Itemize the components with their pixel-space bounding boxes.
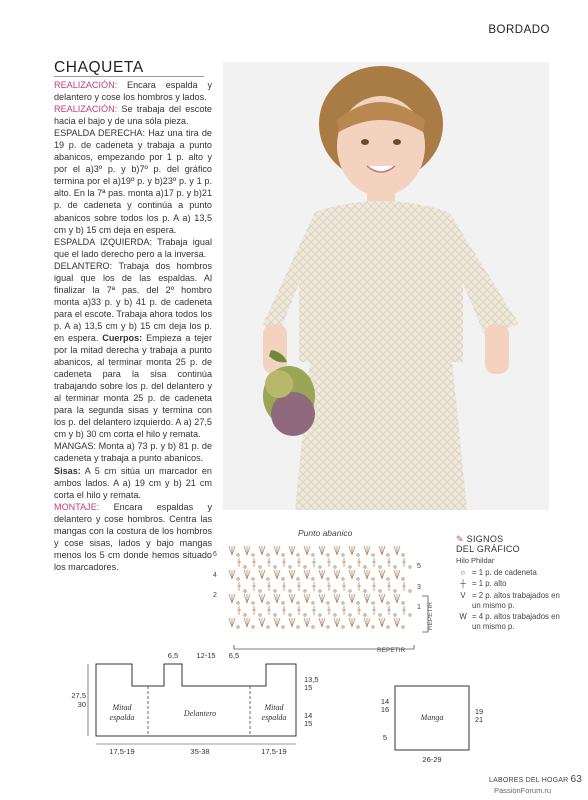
dim-bottom-right: 17,5-19 — [261, 747, 287, 756]
dim-right-top: 13,5 15 — [304, 675, 319, 692]
watermark: PassionForum.ru — [494, 786, 552, 795]
stitch-symbol — [364, 618, 370, 627]
paragraph-espalda-izquierda: ESPALDA IZQUIERDA: Trabaja igual que el lado derecho pero a la inversa. — [54, 236, 212, 259]
chain-symbol — [267, 626, 269, 628]
stitch-symbol — [334, 570, 340, 579]
stitch-symbol — [327, 582, 331, 591]
chain-symbol — [409, 566, 411, 568]
chain-symbol — [244, 590, 246, 592]
legend-yarn: Hilo Phildar — [456, 556, 495, 566]
stitch-symbol — [267, 558, 271, 567]
stitch-symbol — [289, 570, 295, 579]
left-row-numbers — [213, 550, 217, 602]
stitch-symbol — [402, 582, 406, 591]
repetir-horizontal-label: REPETIR — [377, 647, 406, 654]
stitch-symbol — [319, 570, 325, 579]
stitch-symbol — [252, 606, 256, 615]
stitch-symbol — [237, 558, 241, 567]
chain-symbol — [372, 578, 374, 580]
chain-symbol — [282, 602, 284, 604]
paragraph-espalda-derecha: ESPALDA DERECHA: Haz una tira de 19 p. de cadeneta y trabaja a punto abanicos, empezando por 1 p. alto y por el a)3º p. y b)7º p. del gráfico termina por el a)19º p. y b)23º p. y 1 p. alto. En la 7ª pas. monta a)17 p. y b)21 p. de cadeneta y continúa a punto abanicos sobre todos los p. A a) 13,5 cm y b) 15 cm deja en espera. — [54, 128, 212, 235]
chain-symbol — [297, 578, 299, 580]
stitch-symbol — [274, 594, 280, 603]
chain-symbol — [342, 578, 344, 580]
stitch-symbol — [327, 558, 331, 567]
stitch-symbol — [342, 606, 346, 615]
chain-symbol — [327, 602, 329, 604]
chain-symbol — [357, 554, 359, 556]
chain-symbol — [282, 626, 284, 628]
chain-symbol — [252, 578, 254, 580]
chain-symbol — [312, 578, 314, 580]
stitch-symbol — [342, 558, 346, 567]
label-cuerpos: Cuerpos: — [102, 332, 143, 343]
stitch-symbol — [244, 594, 250, 603]
child-photo-illustration — [223, 62, 549, 510]
stitch-symbol — [259, 594, 265, 603]
stitch-symbol — [334, 546, 340, 555]
stitch-symbol — [349, 546, 355, 555]
stitch-symbol — [244, 546, 250, 555]
chain-symbol — [252, 602, 254, 604]
dim-bottom-mid: 35-38 — [190, 747, 210, 756]
stitch-symbol — [304, 570, 310, 579]
chain-symbol — [334, 614, 336, 616]
chain-symbol — [319, 614, 321, 616]
chain-symbol — [244, 566, 246, 568]
stitch-chart-title: Punto abanico — [298, 528, 353, 538]
stitch-symbol — [402, 606, 406, 615]
dim-manga-bottom: 26-29 — [422, 755, 442, 764]
chain-symbol — [364, 566, 366, 568]
chain-symbol — [237, 602, 239, 604]
stitch-symbol — [289, 618, 295, 627]
legend-title-2: DEL GRÁFICO — [456, 543, 520, 554]
dim-manga-left-bottom: 5 — [382, 733, 388, 742]
stitch-symbol — [357, 606, 361, 615]
repetir-vertical-label: REPETIR — [427, 602, 434, 631]
page-footer — [489, 774, 582, 785]
row-number: 6 — [213, 551, 217, 558]
chain-symbol — [297, 626, 299, 628]
chain-symbol — [259, 590, 261, 592]
text-montaje: Encara espaldas y delantero y cose hombros. Centra las mangas con la costura de los hombros y cose sisas, lados y bajo mangas menos los 5 cm donde hemos situado los marcadores. — [54, 501, 212, 572]
page-number: 63 — [570, 774, 583, 785]
stitch-symbol — [229, 618, 235, 627]
v-stitch-icon: V — [460, 590, 466, 600]
row-number: 5 — [417, 563, 421, 570]
stitch-symbol — [244, 570, 250, 579]
chain-symbol — [402, 578, 404, 580]
stitch-symbol — [379, 594, 385, 603]
stitch-symbol — [312, 606, 316, 615]
chain-symbol — [409, 590, 411, 592]
stitch-symbol — [319, 594, 325, 603]
text-realizacion-1: Encara espalda y delantero y cose los hombros y lados. — [54, 80, 212, 103]
stitch-symbol — [229, 594, 235, 603]
dim-right-bottom: 14 15 — [304, 711, 313, 728]
stitch-symbol — [379, 570, 385, 579]
stitch-symbol — [252, 558, 256, 567]
paragraph-realizacion-2 — [54, 103, 212, 127]
row-number: 1 — [417, 604, 421, 612]
stitch-symbol — [267, 582, 271, 591]
stitch-symbol — [297, 606, 301, 615]
label-realizacion: REALIZACIÓN: — [54, 104, 118, 115]
stitch-symbol — [274, 546, 280, 555]
chain-symbol — [244, 614, 246, 616]
chain-symbol — [267, 602, 269, 604]
paragraph-realizacion-1 — [54, 79, 212, 103]
chain-symbol — [334, 566, 336, 568]
chain-symbol — [357, 578, 359, 580]
stitch-symbol — [289, 594, 295, 603]
chain-symbol — [334, 590, 336, 592]
chain-symbol — [387, 554, 389, 556]
label-delantero: Delantero — [183, 709, 217, 718]
chain-symbol — [349, 590, 351, 592]
legend-item — [456, 591, 568, 610]
chain-symbol — [289, 614, 291, 616]
chain-symbol — [387, 626, 389, 628]
stitch-symbol — [394, 594, 400, 603]
magazine-name: LABORES DEL HOGAR — [489, 777, 569, 784]
stitch-symbol — [319, 618, 325, 627]
legend-item-text: = 1 p. alto — [472, 579, 507, 589]
chain-symbol — [252, 626, 254, 628]
chain-symbol — [237, 626, 239, 628]
chain-symbol — [357, 626, 359, 628]
label-mitad-espalda-right: Mitad espalda — [261, 703, 287, 722]
chain-symbol — [349, 566, 351, 568]
chain-symbol — [364, 614, 366, 616]
dim-manga-left-top: 14 16 — [380, 697, 390, 714]
stitch-symbol — [304, 594, 310, 603]
stitch-symbol — [274, 570, 280, 579]
chain-symbol — [237, 578, 239, 580]
stitch-symbol — [364, 570, 370, 579]
dim-manga-right: 19 21 — [474, 707, 484, 724]
stitch-symbol — [237, 606, 241, 615]
chain-symbol — [274, 590, 276, 592]
text-delantero: DELANTERO: Trabaja dos hombros igual que los de las espaldas. Al finalizar la 7ª pas. del 2º hombro monta a)33 p. y b) 41 p. de cadeneta para el escote. Trabaja ahora todos los p. A a) 13,5 cm y b) 15 cm deja los p. en espera. — [54, 260, 212, 343]
chain-symbol — [379, 614, 381, 616]
chain-symbol — [297, 602, 299, 604]
stitch-symbol — [267, 606, 271, 615]
chain-symbol — [394, 566, 396, 568]
stitch-symbol — [244, 618, 250, 627]
chain-symbol — [282, 554, 284, 556]
legend-icon: ✎ — [456, 534, 464, 544]
stitch-symbol — [229, 546, 235, 555]
stitch-symbol — [259, 570, 265, 579]
chain-symbol — [304, 590, 306, 592]
chain-symbol — [402, 602, 404, 604]
stitch-symbol — [259, 546, 265, 555]
stitch-symbol — [364, 546, 370, 555]
stitch-symbol — [402, 558, 406, 567]
sleeve-schematic — [377, 678, 487, 768]
chain-symbol — [282, 578, 284, 580]
chain-symbol — [289, 566, 291, 568]
stitch-symbol — [349, 594, 355, 603]
stitch-chart — [224, 542, 420, 638]
chart-legend — [456, 535, 568, 631]
legend-item — [456, 612, 568, 631]
body-schematic — [71, 648, 320, 760]
dim-bottom-left: 17,5-19 — [109, 747, 135, 756]
chain-symbol — [394, 614, 396, 616]
stitch-symbol — [297, 582, 301, 591]
chain-symbol — [372, 626, 374, 628]
stitch-symbol — [372, 582, 376, 591]
text-cuerpos: Empieza a tejer por la mitad derecha y trabaja a punto abanicos, al terminar monta 25 p. de cadeneta para la sisa continúa trabajando sobre los p. del delantero y al terminar monta 25 p. de cadeneta para la segunda sisas y termina con los p. del delantero izquierdo. A a) 27,5 cm y b) 30 cm corta el hilo y remata. — [54, 332, 212, 440]
stitch-symbol — [312, 558, 316, 567]
chain-symbol — [252, 554, 254, 556]
fan-stitch-icon: W — [459, 612, 467, 622]
stitch-symbol — [289, 546, 295, 555]
stitch-symbol — [237, 582, 241, 591]
chain-symbol — [319, 566, 321, 568]
legend-item-text: = 1 p. de cadeneta — [472, 567, 537, 577]
chain-symbol — [274, 566, 276, 568]
label-sisas: Sisas: — [54, 465, 81, 476]
chain-stitch-icon: ○ — [460, 567, 466, 577]
stitch-chart-grid — [229, 546, 411, 628]
instructions-text — [54, 79, 212, 573]
chain-symbol — [387, 602, 389, 604]
stitch-symbol — [304, 546, 310, 555]
paragraph-sisas — [54, 465, 212, 501]
chain-symbol — [372, 554, 374, 556]
stitch-symbol — [319, 546, 325, 555]
dim-top-neck: 12-15 — [196, 651, 216, 660]
legend-item — [456, 579, 568, 589]
chain-symbol — [327, 554, 329, 556]
chain-symbol — [402, 626, 404, 628]
chain-symbol — [327, 626, 329, 628]
stitch-symbol — [327, 606, 331, 615]
double-crochet-icon: ┼ — [460, 579, 466, 589]
chain-symbol — [402, 554, 404, 556]
stitch-symbol — [312, 582, 316, 591]
stitch-symbol — [387, 606, 391, 615]
stitch-symbol — [394, 546, 400, 555]
chain-symbol — [312, 626, 314, 628]
chain-symbol — [237, 554, 239, 556]
chain-symbol — [304, 566, 306, 568]
chain-symbol — [342, 554, 344, 556]
child-photo — [223, 62, 549, 510]
chain-symbol — [312, 554, 314, 556]
paragraph-delantero — [54, 260, 212, 441]
section-tag: BORDADO — [488, 24, 550, 36]
chain-symbol — [327, 578, 329, 580]
row-number: 4 — [213, 571, 217, 579]
chain-symbol — [357, 602, 359, 604]
stitch-symbol — [364, 594, 370, 603]
chain-symbol — [289, 590, 291, 592]
stitch-symbol — [282, 558, 286, 567]
chain-symbol — [342, 602, 344, 604]
stitch-symbol — [274, 618, 280, 627]
chain-symbol — [342, 626, 344, 628]
stitch-symbol — [282, 582, 286, 591]
legend-item-text: = 2 p. altos trabajados en un mismo p. — [472, 590, 560, 610]
paragraph-montaje — [54, 501, 212, 573]
chain-symbol — [372, 602, 374, 604]
stitch-symbol — [387, 582, 391, 591]
row-number: 3 — [417, 583, 421, 591]
title-divider — [54, 76, 204, 77]
stitch-symbol — [357, 582, 361, 591]
chain-symbol — [304, 614, 306, 616]
dim-top-shoulder-right: 6,5 — [228, 651, 240, 660]
label-montaje: MONTAJE: — [54, 501, 100, 512]
legend-item — [456, 568, 568, 578]
chain-symbol — [259, 566, 261, 568]
chain-symbol — [364, 590, 366, 592]
chain-symbol — [409, 614, 411, 616]
stitch-symbol — [342, 582, 346, 591]
chain-symbol — [394, 590, 396, 592]
article-title: CHAQUETA — [54, 59, 144, 76]
legend-item-text: = 4 p. altos trabajados en un mismo p. — [472, 612, 560, 631]
stitch-symbol — [349, 570, 355, 579]
stitch-symbol — [394, 618, 400, 627]
stitch-symbol — [349, 618, 355, 627]
stitch-symbol — [259, 618, 265, 627]
stitch-symbol — [334, 618, 340, 627]
repetir-bracket — [420, 594, 432, 634]
stitch-symbol — [252, 582, 256, 591]
chain-symbol — [379, 566, 381, 568]
stitch-symbol — [282, 606, 286, 615]
chain-symbol — [267, 554, 269, 556]
row-number: 2 — [213, 592, 217, 600]
stitch-symbol — [304, 618, 310, 627]
legend-title-1: SIGNOS — [466, 534, 504, 544]
stitch-symbol — [334, 594, 340, 603]
chain-symbol — [267, 578, 269, 580]
stitch-symbol — [372, 606, 376, 615]
label-manga: Manga — [420, 713, 444, 722]
stitch-symbol — [357, 558, 361, 567]
chain-symbol — [319, 590, 321, 592]
dim-left-height: 27,5 30 — [71, 691, 86, 709]
stitch-symbol — [394, 570, 400, 579]
chain-symbol — [274, 614, 276, 616]
chain-symbol — [297, 554, 299, 556]
dim-top-shoulder-left: 6,5 — [167, 651, 179, 660]
stitch-symbol — [379, 618, 385, 627]
label-mitad-espalda-left: Mitad espalda — [109, 703, 135, 722]
text-realizacion-2: Se trabaja del escote hacia el bajo y de una sóla pieza. — [54, 104, 212, 127]
chain-symbol — [312, 602, 314, 604]
label-realizacion: REALIZACIÓN: — [54, 80, 118, 90]
paragraph-mangas: MANGAS: Monta a) 73 p. y b) 81 p. de cadeneta y trabaja a punto abanicos. — [54, 441, 212, 464]
stitch-symbol — [229, 570, 235, 579]
stitch-symbol — [387, 558, 391, 567]
stitch-symbol — [379, 546, 385, 555]
chain-symbol — [387, 578, 389, 580]
stitch-symbol — [372, 558, 376, 567]
chain-symbol — [379, 590, 381, 592]
chain-symbol — [349, 614, 351, 616]
text-sisas: A 5 cm sitúa un marcador en ambos lados. A a) 19 cm y b) 21 cm corta el hilo y remata. — [54, 465, 212, 500]
chain-symbol — [259, 614, 261, 616]
stitch-symbol — [297, 558, 301, 567]
